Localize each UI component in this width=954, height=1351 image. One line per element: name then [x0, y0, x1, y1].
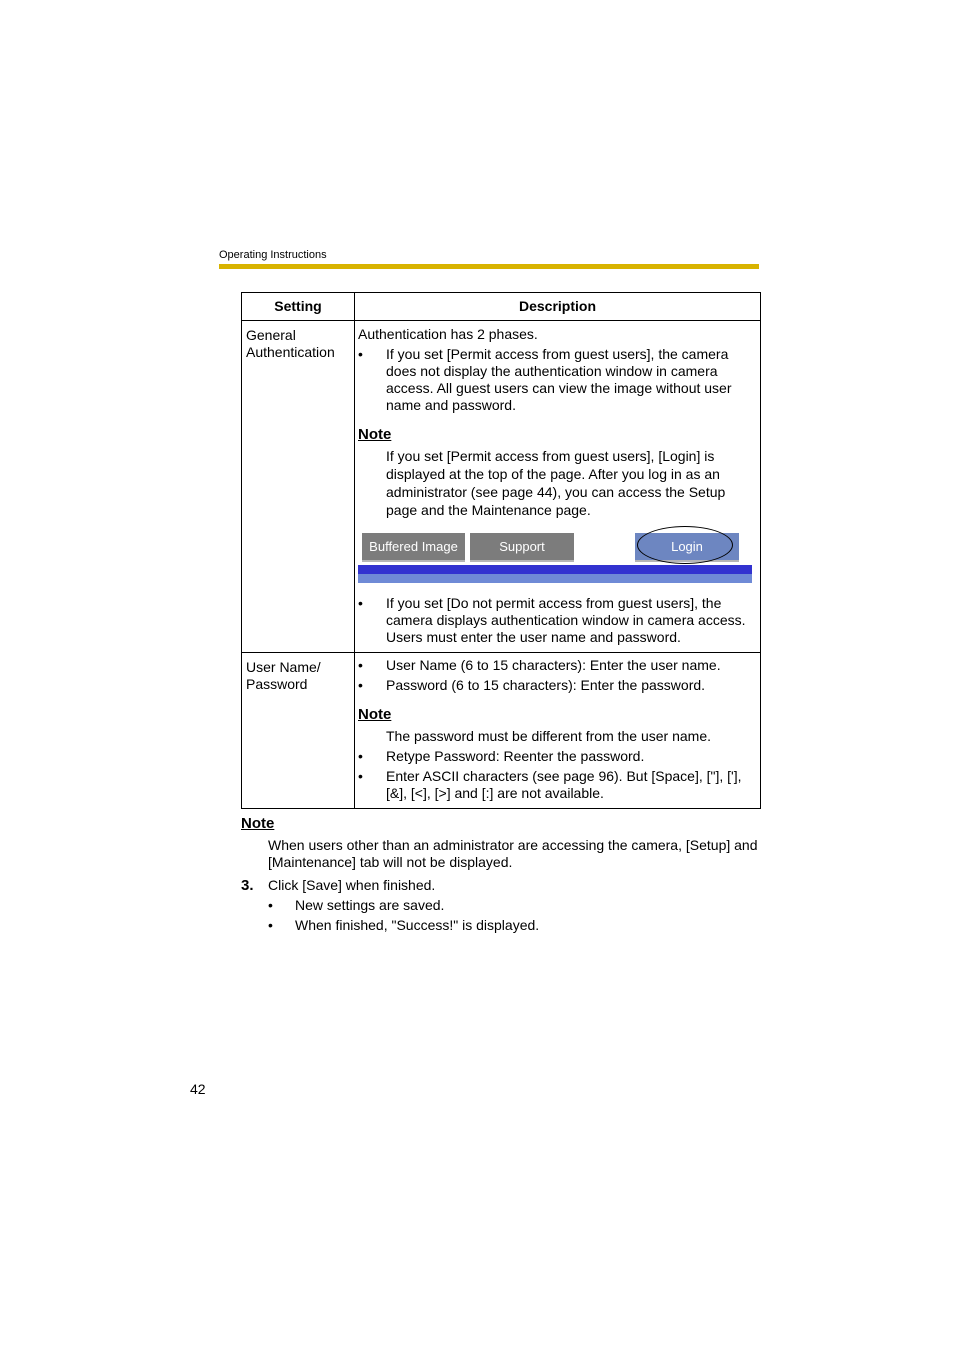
running-header: Operating Instructions: [219, 249, 327, 261]
table-row: [242, 320, 760, 652]
after-table-content: [241, 815, 761, 934]
list-item: • If you set [Permit access from guest users], the camera does not display the authentication window in camera access. All guest users can view the image without user name and password.: [358, 346, 732, 413]
tab-login: Login: [635, 533, 739, 562]
table-header-row: [242, 293, 760, 320]
description-cell: [355, 653, 760, 808]
list-item: • Enter ASCII characters (see page 96). But [Space], ["], ['], [&], [<], [>] and [:] are not available.: [358, 768, 742, 801]
note-text: The password must be different from the user name.: [386, 728, 712, 744]
list-item: • User Name (6 to 15 characters): Enter the user name.: [358, 657, 721, 673]
step-number: 3.: [241, 877, 254, 894]
note-label: Note: [358, 426, 392, 443]
column-header-description: Description: [518, 298, 596, 314]
login-tab-screenshot: [358, 533, 756, 589]
list-item: • Retype Password: Reenter the password.: [358, 748, 645, 764]
intro-text: Authentication has 2 phases.: [358, 326, 538, 342]
setting-name: General Authentication: [246, 327, 335, 360]
menu-bar-light: [358, 574, 752, 583]
header-rule: [219, 264, 759, 269]
note-label: Note: [358, 706, 392, 723]
page-number: 42: [190, 1081, 206, 1097]
highlight-ellipse: [637, 526, 733, 564]
list-item: • New settings are saved.: [268, 897, 445, 913]
step-3: [241, 877, 761, 894]
list-item: • If you set [Do not permit access from guest users], the camera displays authentication window in camera access. Users must enter the user name and password.: [358, 595, 746, 645]
note-label: Note: [241, 815, 275, 832]
tab-support: Support: [470, 533, 574, 562]
tab-buffered-image: Buffered Image: [362, 533, 465, 562]
description-cell: [355, 321, 760, 652]
note-text: If you set [Permit access from guest users], [Login] is displayed at the top of the page. After you log in as an administrator (see page 44), you can access the Setup page and the Maintenance page.: [386, 448, 726, 518]
setting-name: User Name/ Password: [246, 659, 321, 692]
settings-table: [241, 292, 761, 809]
list-item: • When finished, "Success!" is displayed.: [268, 917, 540, 933]
table-row: [242, 652, 760, 808]
list-item: • Password (6 to 15 characters): Enter the password.: [358, 677, 706, 693]
column-header-setting: Setting: [242, 293, 355, 320]
menu-bar-dark: [358, 565, 752, 574]
step-text: Click [Save] when finished.: [268, 877, 436, 893]
note-text: When users other than an administrator are accessing the camera, [Setup] and [Maintenance] tab will not be displayed.: [268, 837, 758, 870]
